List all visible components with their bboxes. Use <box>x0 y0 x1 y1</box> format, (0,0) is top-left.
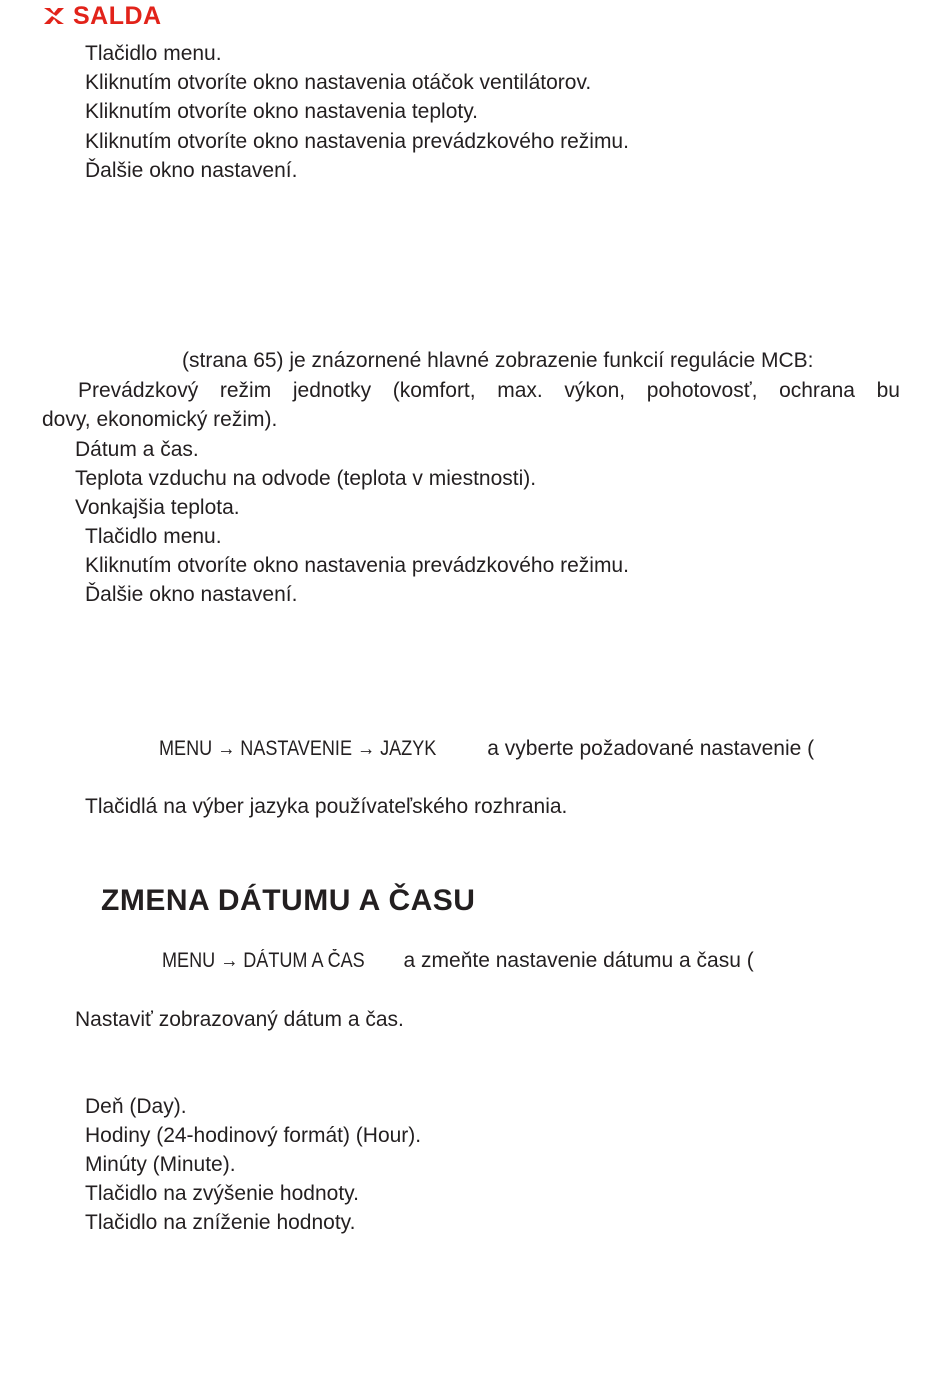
list-item: Kliknutím otvoríte okno nastavenia teploty. <box>85 100 478 123</box>
mode-description-line-2: dovy, ekonomický režim). <box>42 408 278 431</box>
language-instruction <box>159 737 814 761</box>
intro-paragraph: (strana 65) je znázornené hlavné zobrazenie funkcií regulácie MCB: <box>182 349 814 372</box>
list-item: Tlačidlo na zníženie hodnoty. <box>85 1211 356 1234</box>
datetime-item: Nastaviť zobrazovaný dátum a čas. <box>75 1008 404 1031</box>
list-item: Ďalšie okno nastavení. <box>85 159 298 182</box>
section-heading-datetime: ZMENA DÁTUMU A ČASU <box>101 884 476 917</box>
datetime-instruction <box>162 949 754 973</box>
list-item: Tlačidlo na zvýšenie hodnoty. <box>85 1182 359 1205</box>
salda-logo-icon <box>42 5 66 27</box>
list-item: Hodiny (24-hodinový formát) (Hour). <box>85 1124 422 1147</box>
language-item: Tlačidlá na výber jazyka používateľského rozhrania. <box>85 795 568 818</box>
list-item: Kliknutím otvoríte okno nastavenia prevádzkového režimu. <box>85 554 629 577</box>
list-item: Ďalšie okno nastavení. <box>85 583 298 606</box>
list-item: Tlačidlo menu. <box>85 42 222 65</box>
list-item: Deň (Day). <box>85 1095 187 1118</box>
list-item: Teplota vzduchu na odvode (teplota v miestnosti). <box>75 467 537 490</box>
menu-path-language: MENU → NASTAVENIE → JAZYK <box>159 737 437 760</box>
mode-description-line-1: Prevádzkový režim jednotky (komfort, max. výkon, pohotovosť, ochrana bu <box>78 379 900 402</box>
brand-name: SALDA <box>73 1 162 30</box>
list-item: Minúty (Minute). <box>85 1153 236 1176</box>
datetime-instruction-text: a zmeňte nastavenie dátumu a času ( <box>397 949 754 972</box>
list-item: Kliknutím otvoríte okno nastavenia otáčok ventilátorov. <box>85 71 592 94</box>
menu-path-datetime: MENU → DÁTUM A ČAS <box>162 949 365 972</box>
language-instruction-text: a vyberte požadované nastavenie ( <box>481 737 815 760</box>
list-item: Dátum a čas. <box>75 438 199 461</box>
salda-logo <box>42 3 162 29</box>
list-item: Vonkajšia teplota. <box>75 496 240 519</box>
list-item: Kliknutím otvoríte okno nastavenia prevádzkového režimu. <box>85 130 629 153</box>
list-item: Tlačidlo menu. <box>85 525 222 548</box>
